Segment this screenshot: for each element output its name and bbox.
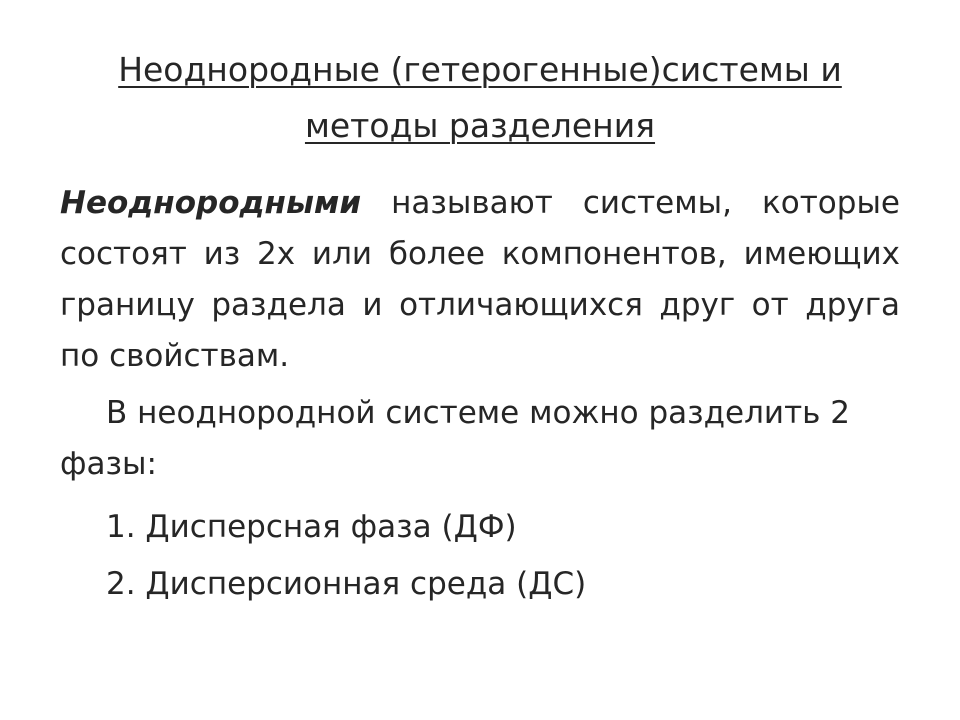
list-item: 2. Дисперсионная среда (ДС) xyxy=(106,566,587,602)
definition-text: называют системы, которые состоят из 2х или более компонентов, имеющих границу раздела и отличающихся друг от друга по свойствам. xyxy=(60,185,900,374)
list-item: 1. Дисперсная фаза (ДФ) xyxy=(106,509,517,545)
slide-body xyxy=(60,178,900,616)
slide-title: Неоднородные (гетерогенные)системы и методы разделения xyxy=(118,50,842,145)
definition-paragraph xyxy=(60,178,900,382)
definition-term: Неоднородными xyxy=(60,185,362,221)
phases-paragraph: В неоднородной системе можно разделить 2 фазы: xyxy=(60,395,850,482)
phases-list xyxy=(60,502,900,610)
